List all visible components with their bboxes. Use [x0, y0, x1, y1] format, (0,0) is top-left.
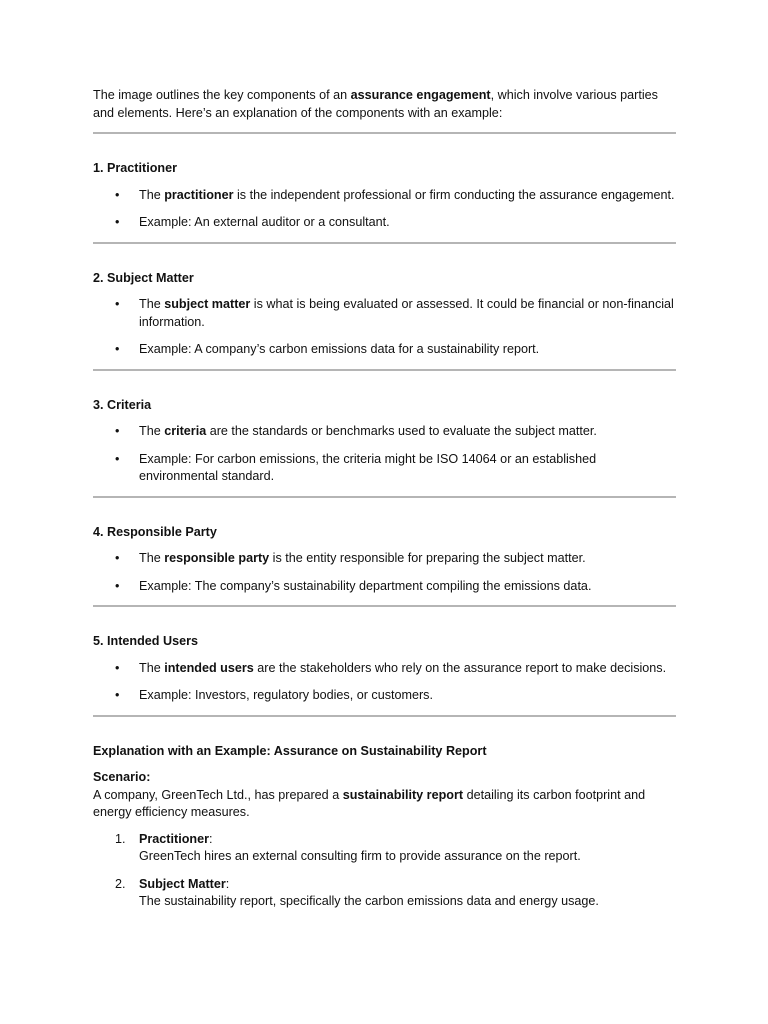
document-page: [93, 87, 676, 921]
item-text: The: [139, 424, 165, 438]
item-text-cont: are the standards or benchmarks used to evaluate the subject matter.: [206, 424, 597, 438]
intro-bold-term: assurance engagement: [350, 88, 491, 102]
divider: [93, 715, 676, 717]
scenario-text: A company, GreenTech Ltd., has prepared a: [93, 787, 343, 802]
bullet-icon: •: [115, 187, 120, 202]
divider: [93, 369, 676, 371]
divider: [93, 132, 676, 134]
item-text: The: [139, 551, 165, 565]
list-item: [93, 214, 676, 232]
section-subject-matter: [93, 270, 676, 359]
item-text: The: [139, 187, 165, 202]
list-item: [93, 660, 676, 678]
item-text: Example: The company’s sustainability department compiling the emissions data.: [139, 578, 592, 593]
list-item: [93, 341, 676, 359]
item-text: The: [139, 660, 165, 675]
item-text: Example: A company’s carbon emissions data for a sustainability report.: [139, 342, 540, 356]
item-text-cont: is the independent professional or firm conducting the assurance engagement.: [233, 187, 675, 202]
item-bold-term: practitioner: [164, 187, 234, 202]
step-text: The sustainability report, specifically the carbon emissions data and energy usage.: [139, 894, 599, 908]
bullet-icon: •: [115, 578, 120, 593]
scenario-paragraph: [93, 787, 676, 822]
item-text-cont: is what is being evaluated or assessed. It could be financial or non-financial information.: [139, 297, 674, 329]
list-item: [93, 687, 676, 705]
section-heading: 1. Practitioner: [93, 161, 177, 175]
bullet-icon: •: [115, 215, 120, 229]
item-bold-term: responsible party: [164, 551, 270, 565]
bullet-icon: •: [115, 551, 120, 565]
section-criteria: [93, 397, 676, 486]
divider: [93, 496, 676, 498]
list-item: [93, 187, 676, 205]
intro-paragraph: [93, 87, 676, 122]
item-bold-term: criteria: [164, 424, 207, 438]
intro-text-cont: , which involve various parties and elements. Here’s an explanation of the components with an example:: [93, 88, 658, 120]
bullet-icon: •: [115, 342, 120, 356]
bullet-icon: •: [115, 660, 120, 675]
bullet-list: [93, 550, 676, 595]
list-item: [93, 550, 676, 568]
section-heading: 3. Criteria: [93, 397, 152, 412]
list-item: [93, 831, 676, 866]
item-bold-term: intended users: [164, 660, 254, 675]
bullet-list: [93, 296, 676, 359]
numbered-list: [93, 831, 676, 911]
step-colon: :: [225, 876, 230, 891]
item-text-cont: are the stakeholders who rely on the assurance report to make decisions.: [253, 660, 667, 675]
step-title: Subject Matter: [139, 876, 226, 891]
bullet-list: [93, 423, 676, 486]
bullet-list: [93, 660, 676, 705]
list-number: 2.: [115, 876, 126, 891]
divider: [93, 605, 676, 607]
example-section: [93, 743, 676, 911]
section-responsible-party: [93, 524, 676, 596]
scenario-bold-term: sustainability report: [342, 787, 464, 802]
item-text-cont: is the entity responsible for preparing the subject matter.: [269, 551, 586, 565]
bullet-list: [93, 187, 676, 232]
bullet-icon: •: [115, 451, 120, 466]
scenario-label: Scenario:: [93, 770, 151, 784]
section-intended-users: [93, 633, 676, 705]
list-item: [93, 423, 676, 441]
divider: [93, 242, 676, 244]
item-text: Example: For carbon emissions, the criteria might be ISO 14064 or an established environmental standard.: [139, 451, 597, 483]
list-number: 1.: [115, 831, 126, 846]
step-text: GreenTech hires an external consulting firm to provide assurance on the report.: [139, 849, 581, 863]
section-heading: 2. Subject Matter: [93, 270, 194, 285]
item-text: Example: Investors, regulatory bodies, or customers.: [139, 688, 433, 702]
scenario-text-cont: detailing its carbon footprint and energy efficiency measures.: [93, 787, 646, 819]
list-item: [93, 451, 676, 486]
step-title: Practitioner: [139, 831, 209, 846]
section-practitioner: [93, 160, 676, 232]
step-colon: :: [209, 831, 213, 846]
item-bold-term: subject matter: [164, 297, 251, 311]
item-text: Example: An external auditor or a consultant.: [139, 215, 390, 229]
list-item: [93, 578, 676, 596]
bullet-icon: •: [115, 297, 120, 311]
bullet-icon: •: [115, 688, 120, 702]
example-heading: Explanation with an Example: Assurance on Sustainability Report: [93, 743, 487, 758]
intro-text: The image outlines the key components of an: [93, 88, 351, 102]
list-item: [93, 296, 676, 331]
item-text: The: [139, 297, 165, 311]
section-heading: 4. Responsible Party: [93, 524, 217, 539]
list-item: [93, 876, 676, 911]
section-heading: 5. Intended Users: [93, 634, 198, 648]
bullet-icon: •: [115, 424, 120, 438]
